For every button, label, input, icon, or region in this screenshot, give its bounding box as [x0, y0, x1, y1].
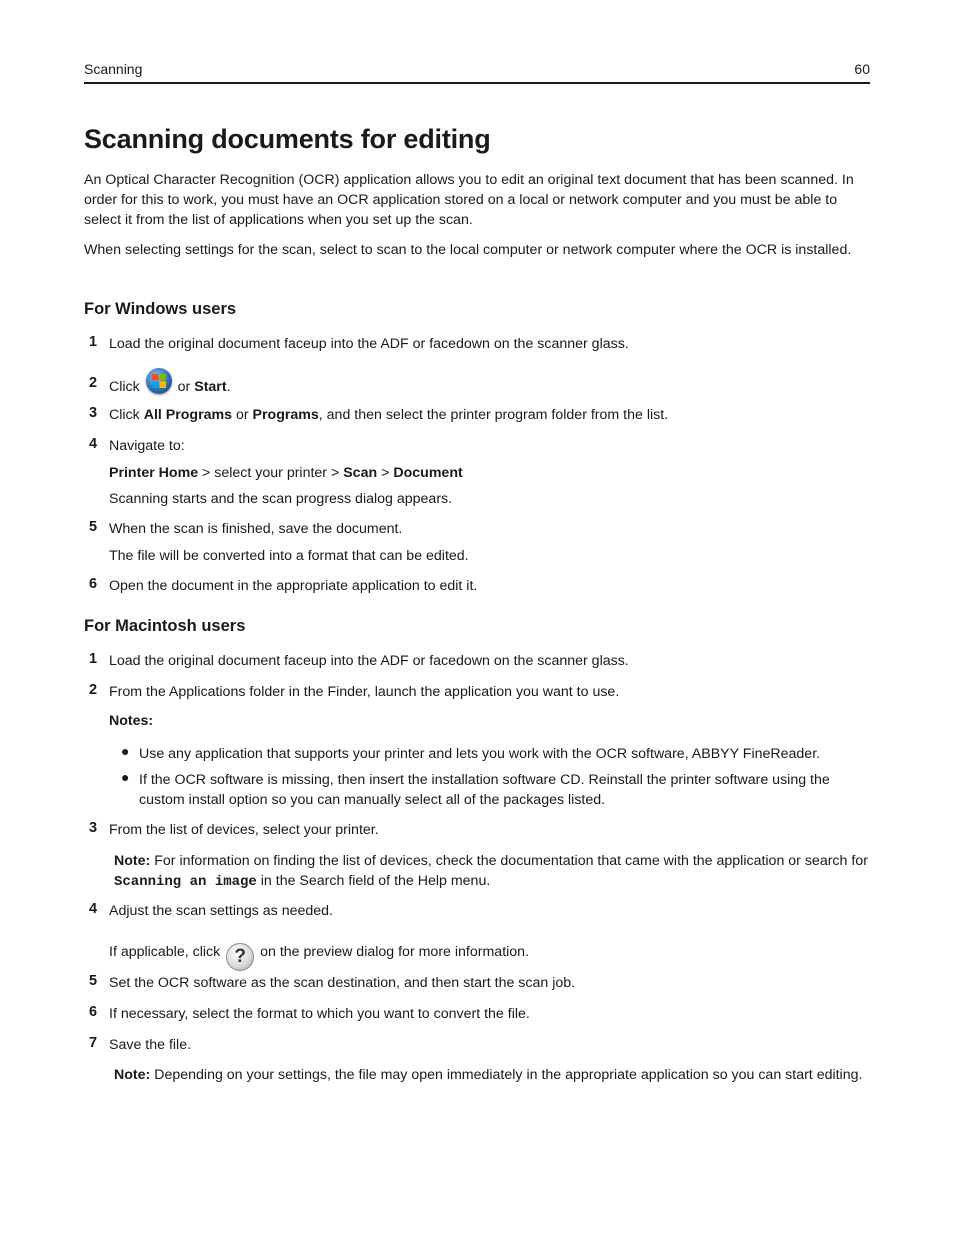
win-step-6-number: 6 [89, 576, 98, 592]
win-step-4-number: 4 [89, 436, 98, 452]
windows-start-icon[interactable] [146, 368, 172, 394]
win-step-5-number: 5 [89, 519, 98, 535]
all-programs-label: All Programs [143, 407, 233, 423]
win-step-2-pre: Click [109, 379, 140, 395]
note-text-pre: For information on finding the list of devices, check the documentation that came with the application or search for [154, 853, 868, 869]
path-scan: Scan [343, 465, 378, 481]
mac-step-2-number: 2 [89, 682, 98, 698]
win-step-1-text: Load the original document faceup into the ADF or facedown on the scanner glass. [109, 336, 629, 352]
mac-step-3-note [114, 851, 874, 892]
mac-step-3-number: 3 [89, 820, 98, 836]
mac-step-2-text: From the Applications folder in the Finder, launch the application you want to use. [109, 684, 620, 700]
mac-step-7-note-text: Depending on your settings, the file may open immediately in the appropriate application so you can start editing. [154, 1067, 863, 1083]
win-step-3-number: 3 [89, 405, 98, 421]
mac-step-6-text: If necessary, select the format to which you want to convert the file. [109, 1006, 530, 1022]
mac-step-3-text: From the list of devices, select your printer. [109, 822, 379, 838]
mac-step-4-text: Adjust the scan settings as needed. [109, 903, 333, 919]
win-step-4-result: Scanning starts and the scan progress dialog appears. [109, 491, 453, 507]
bullet-1-text: Use any application that supports your printer and lets you work with the OCR software, ABBYY FineReader. [139, 746, 821, 762]
win-step-2-post: . [226, 379, 231, 395]
intro-paragraph-1: An Optical Character Recognition (OCR) application allows you to edit an original text document that has been scanned. In order for this to work, you must have an OCR application stored on a local or network computer and you must be able to select it from the list of applications when you set up the scan. [84, 172, 854, 228]
running-header [84, 60, 870, 84]
mac-step-5-number: 5 [89, 973, 98, 989]
programs-label: Programs [252, 407, 319, 423]
mac-step-1-text: Load the original document faceup into the ADF or facedown on the scanner glass. [109, 653, 629, 669]
navigation-path [109, 463, 869, 483]
win-step-5-text: When the scan is finished, save the document. [109, 521, 403, 537]
mac-step-5-text: Set the OCR software as the scan destination, and then start the scan job. [109, 975, 576, 991]
win-step-2-text [109, 368, 869, 404]
mac-heading: For Macintosh users [84, 617, 246, 635]
path-sep-1: > select your printer > [202, 465, 340, 481]
mac-step-4-sub-pre: If applicable, click [109, 944, 221, 960]
mac-step-6-number: 6 [89, 1004, 98, 1020]
notes-label: Notes: [109, 713, 154, 729]
note-text-post: in the Search field of the Help menu. [260, 873, 491, 889]
bullet-2-dot: ● [121, 769, 130, 785]
windows-heading: For Windows users [84, 300, 237, 318]
win-step-5-result: The file will be converted into a format that can be edited. [109, 548, 469, 564]
win-step-4-text: Navigate to: [109, 438, 185, 454]
help-icon[interactable]: ? [226, 943, 254, 971]
path-document: Document [393, 465, 463, 481]
mac-step-4-sub [109, 935, 869, 971]
header-section: Scanning [84, 61, 143, 77]
mac-step-7-text: Save the file. [109, 1037, 192, 1053]
mac-step-4-sub-post: on the preview dialog for more information. [260, 944, 530, 960]
start-label: Start [194, 379, 227, 395]
mac-step-1-number: 1 [89, 651, 98, 667]
mac-step-4-number: 4 [89, 901, 98, 917]
bullet-2-text: If the OCR software is missing, then insert the installation software CD. Reinstall the printer software using the custom install option so you can manually select all of the packages listed. [139, 772, 830, 808]
search-term: Scanning an image [114, 874, 257, 890]
path-sep-2: > [381, 465, 390, 481]
header-page-number: 60 [854, 61, 870, 77]
note-label: Note: [114, 853, 151, 869]
bullet-1-dot: ● [121, 743, 130, 759]
note-label: Note: [114, 1067, 151, 1083]
win-step-6-text: Open the document in the appropriate application to edit it. [109, 578, 478, 594]
win-step-3-text [109, 405, 869, 425]
win-step-1-number: 1 [89, 334, 98, 350]
path-printer-home: Printer Home [109, 465, 199, 481]
intro-paragraph-2: When selecting settings for the scan, select to scan to the local computer or network computer where the OCR is installed. [84, 242, 852, 258]
win-step-3-mid: or [235, 407, 249, 423]
mac-step-7-note [114, 1065, 874, 1085]
page-title: Scanning documents for editing [84, 124, 491, 154]
win-step-3-post: , and then select the printer program folder from the list. [318, 407, 669, 423]
mac-step-7-number: 7 [89, 1035, 98, 1051]
win-step-2-mid: or [177, 379, 191, 395]
win-step-3-pre: Click [109, 407, 140, 423]
win-step-2-number: 2 [89, 375, 98, 391]
